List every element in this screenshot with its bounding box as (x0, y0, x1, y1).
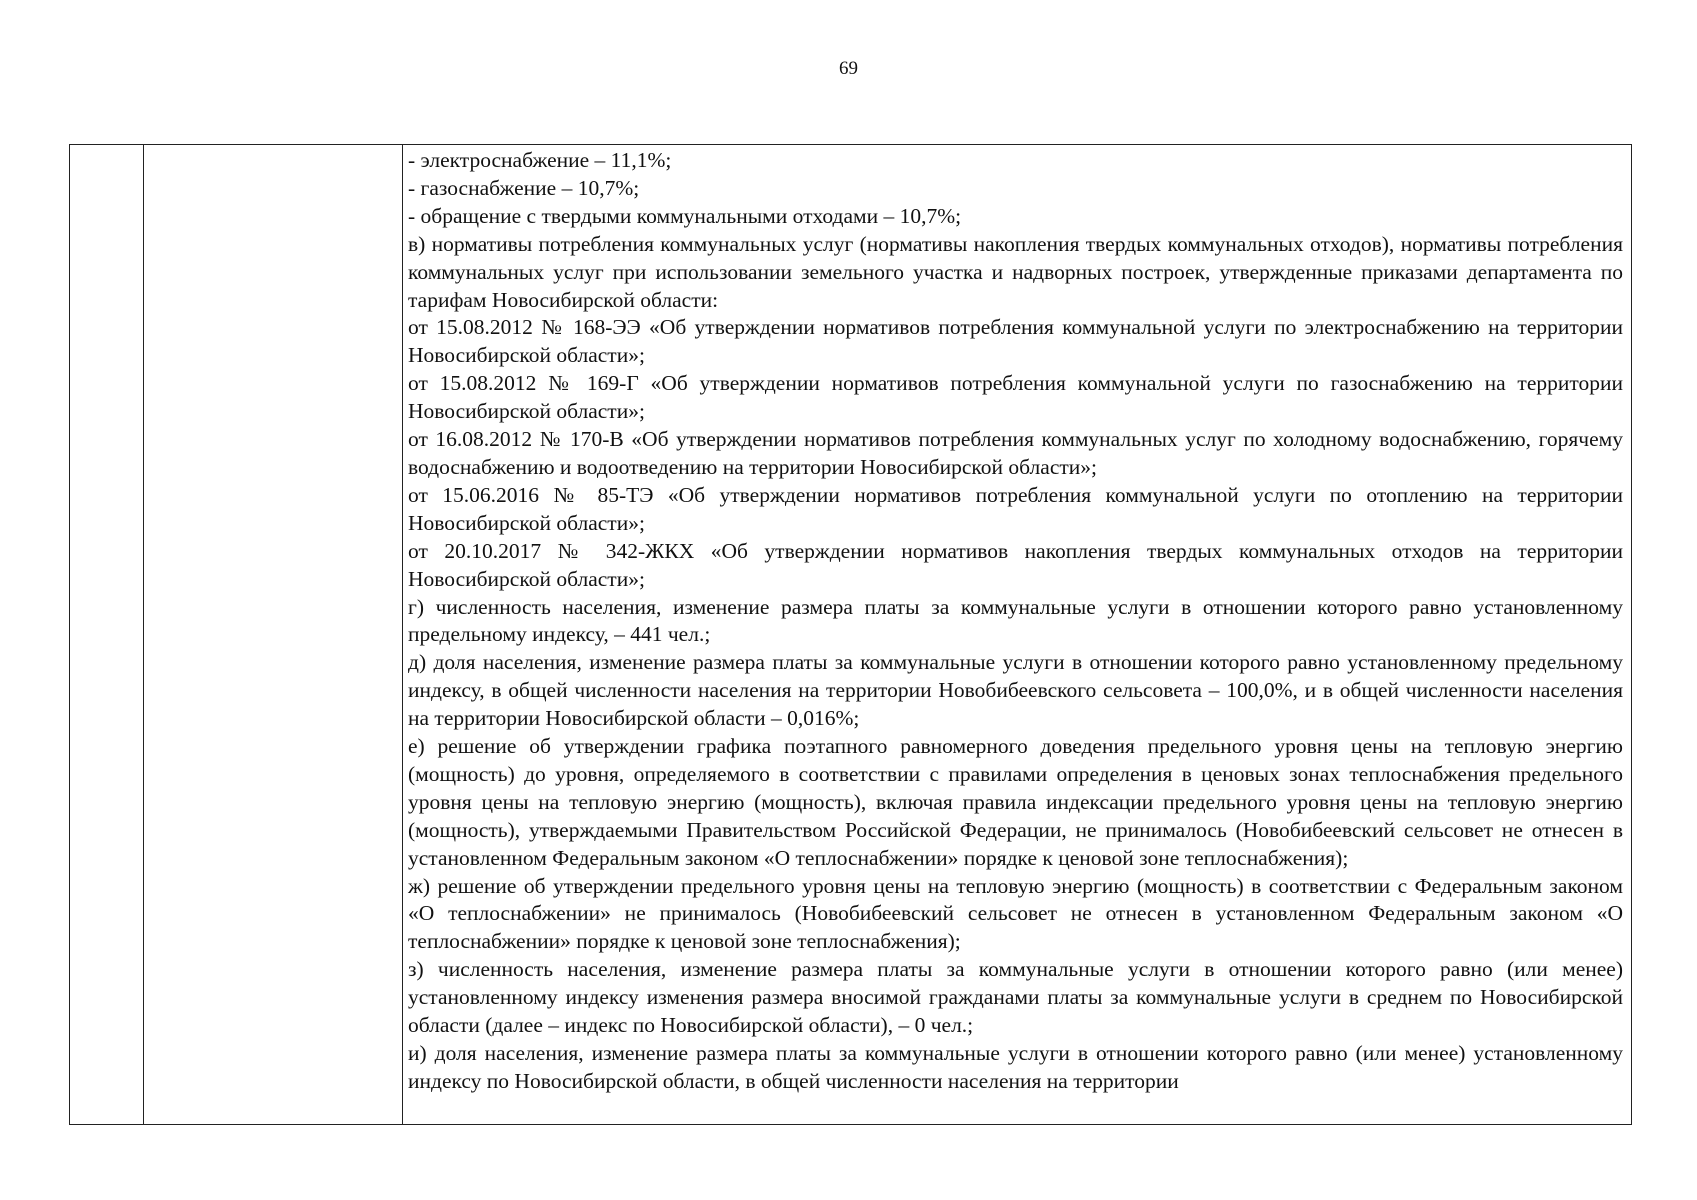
list-item-gas: - газоснабжение – 10,7%; (408, 175, 640, 200)
paragraph-e: е) решение об утверждении графика поэтапного равномерного доведения предельного уровня цены на тепловую энергию (мощность) до уровня, определяемого в соответствии с правилами определения в ценовых зонах теплоснабжения предельного уровня цены на тепловую энергию (мощность), включая правила индексации предельного уровня цены на тепловую энергию (мощность), утверждаемыми Правительством Российской Федерации, не принималось (Новобибеевский сельсовет не отнесен в установленном Федеральным законом «О теплоснабжении» порядке к ценовой зоне теплоснабжения); (408, 734, 1623, 870)
content-cell (408, 147, 1623, 1096)
order-342-zhkkh: от 20.10.2017 № 342-ЖКХ «Об утверждении нормативов накопления твердых коммунальных отходов на территории Новосибирской области»; (408, 538, 1623, 591)
order-168-ee: от 15.08.2012 № 168-ЭЭ «Об утверждении нормативов потребления коммунальной услуги по электроснабжению на территории Новосибирской области»; (408, 315, 1623, 368)
order-85-te: от 15.06.2016 № 85-ТЭ «Об утверждении нормативов потребления коммунальной услуги по отоплению на территории Новосибирской области»; (408, 482, 1623, 535)
list-item-electricity: - электроснабжение – 11,1%; (408, 148, 672, 172)
paragraph-d: д) доля населения, изменение размера платы за коммунальные услуги в отношении которого равно установленному предельному индексу, в общей численности населения на территории Новобибеевского сельсовета – 100,0%, и в общей численности населения на территории Новосибирской области – 0,016%; (408, 650, 1623, 731)
paragraph-zh: ж) решение об утверждении предельного уровня цены на тепловую энергию (мощность) в соответствии с Федеральным законом «О теплоснабжении» не принималось (Новобибеевский сельсовет не отнесен в установленном Федеральным законом «О теплоснабжении» порядке к ценовой зоне теплоснабжения); (408, 873, 1623, 954)
order-169-g: от 15.08.2012 № 169-Г «Об утверждении нормативов потребления коммунальной услуги по газоснабжению на территории Новосибирской области»; (408, 371, 1623, 424)
paragraph-z: з) численность населения, изменение размера платы за коммунальные услуги в отношении которого равно (или менее) установленному индексу изменения размера вносимой гражданами платы за коммунальные услуги в среднем по Новосибирской области (далее – индекс по Новосибирской области), – 0 чел.; (408, 957, 1623, 1038)
paragraph-v: в) нормативы потребления коммунальных услуг (нормативы накопления твердых коммунальных отходов), нормативы потребления коммунальных услуг при использовании земельного участка и надворных построек, утвержденные приказами департамента по тарифам Новосибирской области: (408, 231, 1623, 312)
document-table (69, 144, 1632, 1125)
paragraph-i: и) доля населения, изменение размера платы за коммунальные услуги в отношении которого равно (или менее) установленному индексу по Новосибирской области, в общей численности населения на территории (408, 1041, 1623, 1093)
paragraph-g: г) численность населения, изменение размера платы за коммунальные услуги в отношении которого равно установленному предельному индексу, – 441 чел.; (408, 594, 1623, 647)
column-divider-2 (402, 145, 403, 1124)
page-number: 69 (839, 58, 858, 79)
list-item-waste: - обращение с твердыми коммунальными отходами – 10,7%; (408, 203, 962, 228)
column-divider-1 (143, 145, 144, 1124)
order-170-v: от 16.08.2012 № 170-В «Об утверждении нормативов потребления коммунальных услуг по холодному водоснабжению, горячему водоснабжению и водоотведению на территории Новосибирской области»; (408, 427, 1623, 479)
